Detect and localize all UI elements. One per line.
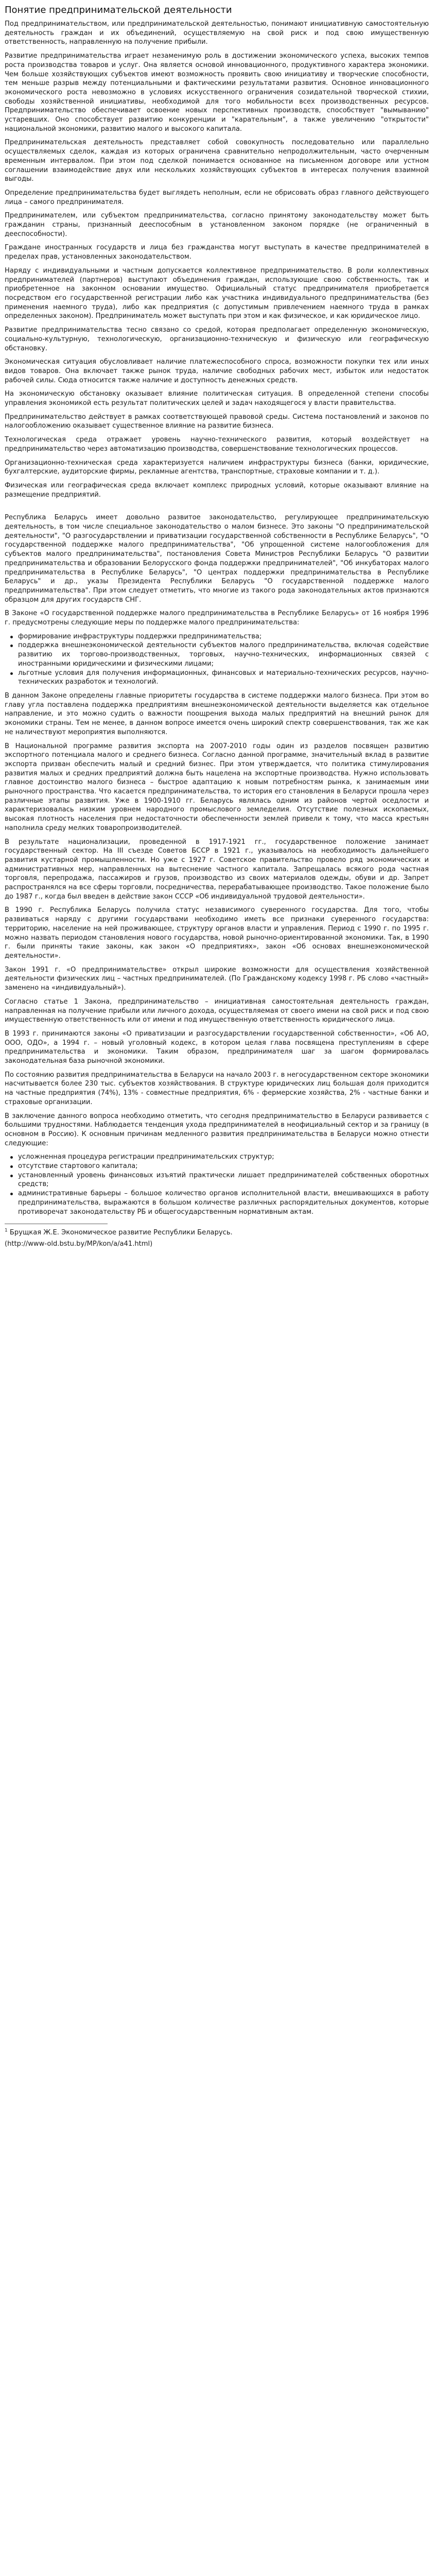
list-item: льготные условия для получения информационных, финансовых и материально-технических ресурсов, научно-технических разработок и технологий. [18,669,429,686]
section-legislation [5,513,429,627]
paragraph: Технологическая среда отражает уровень научно-технического развития, который воздействует на предпринимательство через автоматизацию производства, совершенствование технологических процессов. [5,436,429,453]
list-item: поддержка внешнеэкономической деятельности субъектов малого предпринимательства, включая содействие развитию их торгово-производственных, торговых, научно-технических, информационных связей с иностранными юридическими и физическими лицами; [18,641,429,668]
section-concept [5,20,429,499]
paragraph: Развитие предпринимательства играет незаменимую роль в достижении экономического успеха, высоких темпов роста производства товаров и услуг. Она является основой инновационного, продуктивного характера экономики. Чем больше хозяйствующих субъектов имеют возможность проявить свою инициативу и творческие способности, тем меньше разрыв между потенциальными и фактическими результатами развития. Основное инновационного экономического роста невозможно в условиях искусственного ограничения созидательной творческой стихии, свободы хозяйственной инициативы, необходимой для того мобильности всех производственных ресурсов. Предпринимательство обеспечивает освоение новых перспективных производств, способствует "вымыванию" устаревших. Оно способствует развитию конкуренции и "карательным", а также увеличению "открытости" национальной экономики, развитию малого и высокого капитала. [5,52,429,133]
document-page [0,0,436,1249]
paragraph: Предпринимательская деятельность представляет собой совокупность последовательно или параллельно осуществляемых сделок, каждая из которых ограничена сравнительно непродолжительным, часто очерченным временным интервалом. При этом под сделкой понимается основанное на письменном договоре или устном соглашении взаимодействие двух или нескольких хозяйствующих субъектов в интересах получения взаимной выгоды. [5,139,429,183]
paragraph: В Национальной программе развития экспорта на 2007-2010 годы один из разделов посвящен развитию экспортного потенциала малого и среднего бизнеса. Согласно данной программе, значительный вклад в развитие экспорта призван обеспечить малый и средний бизнес. При этом утверждается, что политика стимулирования развития малых и средних предприятий должна быть нацелена на экспортные производства. Нужно использовать главное достоинство малого бизнеса – быстрое адаптацию к новым потребностям рынка, к занимаемым ими рыночного пространства. Что касается предпринимательства, то история его становления в Беларуси прошла через различные этапы развития. Уже в 1900-1910 гг. Беларусь являлась одним из районов чертой оседлости и характеризовалась низким уровнем народного промыслового земледелия. Отсутствие полезных ископаемых, высокая плотность населения при недостаточности обеспеченности землей привели к тому, что масса крестьян наполнила среду мелких товаропроизводителей. [5,742,429,832]
obstacles-list [5,1153,429,1216]
footnote-text: Брущкая Ж.Е. Экономическое развитие Республики Беларусь. [9,1229,233,1237]
paragraph: Предпринимательство действует в рамках соответствующей правовой среды. Система постановлений и законов по налогообложению оказывает существенное влияние на развитие бизнеса. [5,413,429,430]
paragraph: В данном Законе определены главные приоритеты государства в системе поддержки малого бизнеса. При этом во главу угла поставлена поддержка предприятиям внешнеэкономической деятельности выделяется как отдельное направление, и это можно судить о важности поощрения выхода малых предприятий на внешний рынок для экономики страны. Тем не менее, в данном вопросе имеется очень широкий спектр совершенствования, так же как не наличествуют мероприятия выполняются. [5,692,429,736]
footnote-marker: 1 [5,1228,8,1233]
paragraph: Определение предпринимательства будет выглядеть неполным, если не обрисовать образ главного действующего лица – самого предпринимателя. [5,189,429,206]
paragraph: Физическая или географическая среда включает комплекс природных условий, которые оказывают влияние на размещение предприятий. [5,481,429,499]
paragraph: Закон 1991 г. «О предпринимательстве» открыл широкие возможности для осуществления хозяйственной деятельности физических лиц – частных предпринимателей. (По Гражданскому кодексу 1998 г. РБ слово «частный» заменено на «индивидуальный»). [5,965,429,992]
paragraph: Развитие предпринимательства тесно связано со средой, которая предполагает определенную экономическую, социально-культурную, технологическую, организационно-техническую и физическую или географическую обстановку. [5,326,429,352]
list-item: установленный уровень финансовых изъятий практически лишает предпринимателей собственных оборотных средств; [18,1171,429,1189]
paragraph: На экономическую обстановку оказывает влияние политическая ситуация. В определенной степени способы управления экономикой есть результат политических целей и задач находящегося у власти правительства. [5,390,429,408]
paragraph: В заключение данного вопроса необходимо отметить, что сегодня предпринимательство в Беларуси развивается с большими трудностями. Наблюдается тенденция ухода предпринимателей в неофициальный сектор и за границу (в основном в Россию). К основным причинам медленного развития предпринимательства в Беларуси можно отнести следующие: [5,1112,429,1147]
paragraph: По состоянию развития предпринимательства в Беларуси на начало 2003 г. в негосударственном секторе экономики насчитывается более 230 тыс. субъектов хозяйствования. В структуре юридических лиц большая доля приходится на частные предприятия (74%), 13% - совместные предприятия, 6% - фермерские хозяйства, 2% - частные банки и страховые организации. [5,1071,429,1106]
list-item: формирование инфраструктуры поддержки предпринимательства; [18,632,429,641]
paragraph: В Законе «О государственной поддержке малого предпринимательства в Республике Беларусь» от 16 ноября 1996 г. предусмотрены следующие меры по поддержке малого предпринимательства: [5,609,429,627]
page-title: Понятие предпринимательской деятельности [5,5,232,15]
section-history [5,691,429,1148]
list-item: усложненная процедура регистрации предпринимательских структур; [18,1153,429,1162]
section-gap [5,504,429,513]
list-item: отсутствие стартового капитала; [18,1162,429,1171]
list-item: административные барьеры – большое количество органов исполнительной власти, вмешивающихся в работу предпринимательства, выражаются в большом количестве различных распорядительных документов, которые противоречат законодательству РБ и общегосударственным нормативным актам. [18,1190,429,1216]
support-measures-list [5,632,429,687]
paragraph: Предпринимателем, или субъектом предпринимательства, согласно принятому законодательству может быть гражданин страны, признанный дееспособным в установленном законом порядке (не ограниченный в дееспособности). [5,212,429,238]
footnote-link[interactable]: (http://www-old.bstu.by/MP/kon/a/a41.html) [5,1240,153,1248]
paragraph: В 1993 г. принимаются законы «О приватизации и разгосударствлении государственной собственности», «Об АО, ООО, ОДО», а 1994 г. – новый уголовный кодекс, в котором целая глава посвящена преступлениям в сфере предпринимательства и экономики. Таким образом, предпринимателя шаг за шагом формировалась законодательная база рыночной экономики. [5,1029,429,1065]
paragraph: Граждане иностранных государств и лица без гражданства могут выступать в качестве предпринимателей в пределах прав, установленных законодательством. [5,244,429,261]
paragraph: Организационно-техническая среда характеризуется наличием инфраструктуры бизнеса (банки, юридические, бухгалтерские, аудиторские фирмы, рекламные агентства, транспортные, страховые компании и т. д.). [5,459,429,476]
footnote [5,1228,429,1238]
paragraph: Согласно статье 1 Закона, предпринимательство – инициативная самостоятельная деятельность граждан, направленная на получение прибыли или личного дохода, осуществляемая от своего имени на свой риск и под свою имущественную ответственность или от имени и под имущественную ответственность юридического лица. [5,997,429,1024]
paragraph: Республика Беларусь имеет довольно развитое законодательство, регулирующее предпринимательскую деятельность, в том числе специальное законодательство о малом бизнесе. Это законы "О предпринимательской деятельности", "О разгосударствлении и приватизации государственной собственности в Республике Беларусь", "О государственной поддержке малого предпринимательства", "Об упрощенной системе налогообложения для субъектов малого предпринимательства", постановления Совета Министров Республики Беларусь "О развитии предпринимательства и образовании Белорусского фонда поддержки предпринимателей", "Об инкубаторах малого предпринимательства в Республике Беларусь", "О центрах поддержки предпринимательства в Республике Беларусь" и др., указы Президента Республики Беларусь "О государственной поддержке малого предпринимательства". При этом следует отметить, что многие из такого рода законодательных актов признаются образцом для других государств СНГ. [5,514,429,604]
paragraph: В результате национализации, проведенной в 1917-1921 гг., государственное положение занимает государственный сектор. На III съезде Советов БССР в 1921 г., указывалось на необходимость дальнейшего развития кустарной промышленности. Но уже с 1927 г. Советское правительство провело ряд экономических и административных мер, направленных на вытеснение частного капитала. Запрещалась всякого рода частная торговля, перепродажа, пассажиров и грузов, производство из своих материалов одежды, обуви и др. Запрет распространялся на все сферы торговли, посредничества, перерабатывающее производство. Такое положение было до 1987 г., когда был введен в действие закон СССР «Об индивидуальной трудовой деятельности». [5,838,429,901]
paragraph: Наряду с индивидуальными и частным допускается коллективное предпринимательство. В роли коллективных предпринимателей (партнеров) выступают объединения граждан, использующие свою собственность, так и приобретенное на законном основании имущество. Официальный статус предпринимателя приобретается посредством его государственной регистрации либо как участника индивидуального предпринимательства (без применения наемного труда), либо как предприятия (с допустимым привлечением наемного труда в рамках определенных законом). Предприниматель может выступать при этом и как физическое, и как юридическое лицо. [5,266,429,320]
paragraph: Под предпринимательством, или предпринимательской деятельностью, понимают инициативную самостоятельную деятельность граждан и их объединений, осуществляемую на свой риск и под свою имущественную ответственность, направленную на получение прибыли. [5,20,429,46]
paragraph: В 1990 г. Республика Беларусь получила статус независимого суверенного государства. Для того, чтобы развиваться наряду с другими государствами необходимо иметь все признаки суверенного государства: территорию, население на ней проживающее, структуру органов власти и управления. Период с 1990 г. по 1995 г. можно назвать периодом становления нового государства, новой рыночно-ориентированной экономики. Так, в 1990 г. были приняты такие законы, как закон «О предприятиях», закон «Об основах внешнеэкономической деятельности». [5,906,429,960]
paragraph: Экономическая ситуация обусловливает наличие платежеспособного спроса, возможности покупки тех или иных видов товаров. Она включает также рынок труда, наличие свободных рабочих мест, избыток или недостаток рабочей силы. Сюда относится также наличие и доступность денежных средств. [5,358,429,384]
